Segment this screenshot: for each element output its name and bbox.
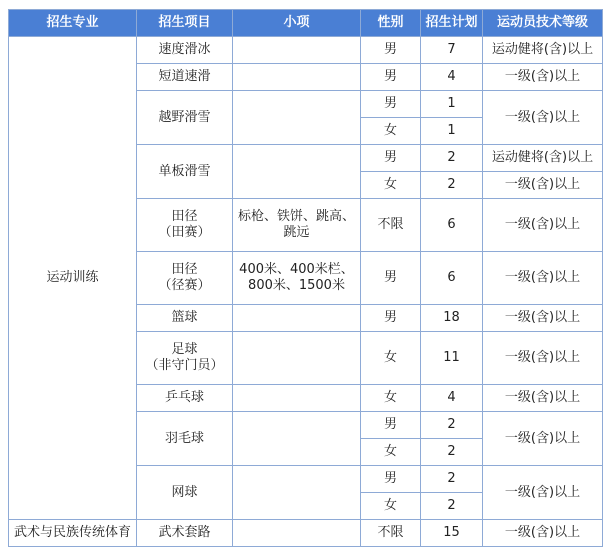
project-cell: 乒乓球 — [137, 385, 233, 412]
project-line: 田径 — [171, 209, 198, 224]
project-cell — [137, 199, 233, 252]
gender-cell: 女 — [361, 118, 421, 145]
gender-cell: 男 — [361, 64, 421, 91]
admissions-table — [8, 9, 603, 547]
project-line: （径赛） — [158, 278, 211, 293]
level-cell: 一级(含)以上 — [483, 199, 603, 252]
plan-cell: 2 — [421, 439, 483, 466]
project-cell: 越野滑雪 — [137, 91, 233, 145]
level-cell: 一级(含)以上 — [483, 412, 603, 466]
project-cell: 篮球 — [137, 305, 233, 332]
sub-item-cell — [233, 520, 361, 547]
gender-cell: 不限 — [361, 199, 421, 252]
gender-cell: 女 — [361, 385, 421, 412]
level-cell: 一级(含)以上 — [483, 332, 603, 385]
project-cell: 单板滑雪 — [137, 145, 233, 199]
project-cell: 速度滑冰 — [137, 37, 233, 64]
sub-item-cell — [233, 412, 361, 466]
gender-cell: 女 — [361, 493, 421, 520]
project-line: （田赛） — [158, 225, 211, 240]
project-line: 足球 — [171, 342, 198, 357]
gender-cell: 男 — [361, 412, 421, 439]
plan-cell: 6 — [421, 199, 483, 252]
level-cell: 一级(含)以上 — [483, 252, 603, 305]
gender-cell: 男 — [361, 466, 421, 493]
header-sub-item: 小项 — [233, 10, 361, 37]
sub-item-cell — [233, 305, 361, 332]
sub-item-cell: 标枪、铁饼、跳高、跳远 — [233, 199, 361, 252]
project-cell: 网球 — [137, 466, 233, 520]
major-cell: 运动训练 — [9, 37, 137, 520]
sub-item-cell — [233, 145, 361, 199]
level-cell: 一级(含)以上 — [483, 305, 603, 332]
level-cell: 运动健将(含)以上 — [483, 37, 603, 64]
sub-item-cell — [233, 466, 361, 520]
plan-cell: 2 — [421, 493, 483, 520]
gender-cell: 女 — [361, 172, 421, 199]
level-cell: 一级(含)以上 — [483, 91, 603, 145]
table-row — [9, 520, 603, 547]
level-cell: 一级(含)以上 — [483, 520, 603, 547]
header-level: 运动员技术等级 — [483, 10, 603, 37]
level-cell: 一级(含)以上 — [483, 172, 603, 199]
header-row — [9, 10, 603, 37]
plan-cell: 15 — [421, 520, 483, 547]
plan-cell: 2 — [421, 172, 483, 199]
table-row — [9, 37, 603, 64]
gender-cell: 男 — [361, 252, 421, 305]
level-cell: 一级(含)以上 — [483, 64, 603, 91]
plan-cell: 11 — [421, 332, 483, 385]
level-cell: 运动健将(含)以上 — [483, 145, 603, 172]
gender-cell: 女 — [361, 332, 421, 385]
header-gender: 性别 — [361, 10, 421, 37]
plan-cell: 4 — [421, 64, 483, 91]
sub-item-cell: 400米、400米栏、800米、1500米 — [233, 252, 361, 305]
project-line: （非守门员） — [145, 358, 224, 373]
gender-cell: 男 — [361, 91, 421, 118]
level-cell: 一级(含)以上 — [483, 385, 603, 412]
project-cell: 羽毛球 — [137, 412, 233, 466]
project-cell — [137, 252, 233, 305]
project-cell: 武术套路 — [137, 520, 233, 547]
gender-cell: 不限 — [361, 520, 421, 547]
sub-item-cell — [233, 332, 361, 385]
sub-item-cell — [233, 37, 361, 64]
sub-item-cell — [233, 385, 361, 412]
header-major: 招生专业 — [9, 10, 137, 37]
gender-cell: 男 — [361, 305, 421, 332]
plan-cell: 1 — [421, 118, 483, 145]
plan-cell: 2 — [421, 412, 483, 439]
level-cell: 一级(含)以上 — [483, 466, 603, 520]
plan-cell: 2 — [421, 466, 483, 493]
plan-cell: 6 — [421, 252, 483, 305]
plan-cell: 1 — [421, 91, 483, 118]
project-line: 田径 — [171, 262, 198, 277]
plan-cell: 2 — [421, 145, 483, 172]
plan-cell: 7 — [421, 37, 483, 64]
header-plan: 招生计划 — [421, 10, 483, 37]
major-cell: 武术与民族传统体育 — [9, 520, 137, 547]
gender-cell: 男 — [361, 37, 421, 64]
sub-item-cell — [233, 91, 361, 145]
gender-cell: 男 — [361, 145, 421, 172]
plan-cell: 18 — [421, 305, 483, 332]
gender-cell: 女 — [361, 439, 421, 466]
project-cell — [137, 332, 233, 385]
plan-cell: 4 — [421, 385, 483, 412]
header-project: 招生项目 — [137, 10, 233, 37]
project-cell: 短道速滑 — [137, 64, 233, 91]
sub-item-cell — [233, 64, 361, 91]
